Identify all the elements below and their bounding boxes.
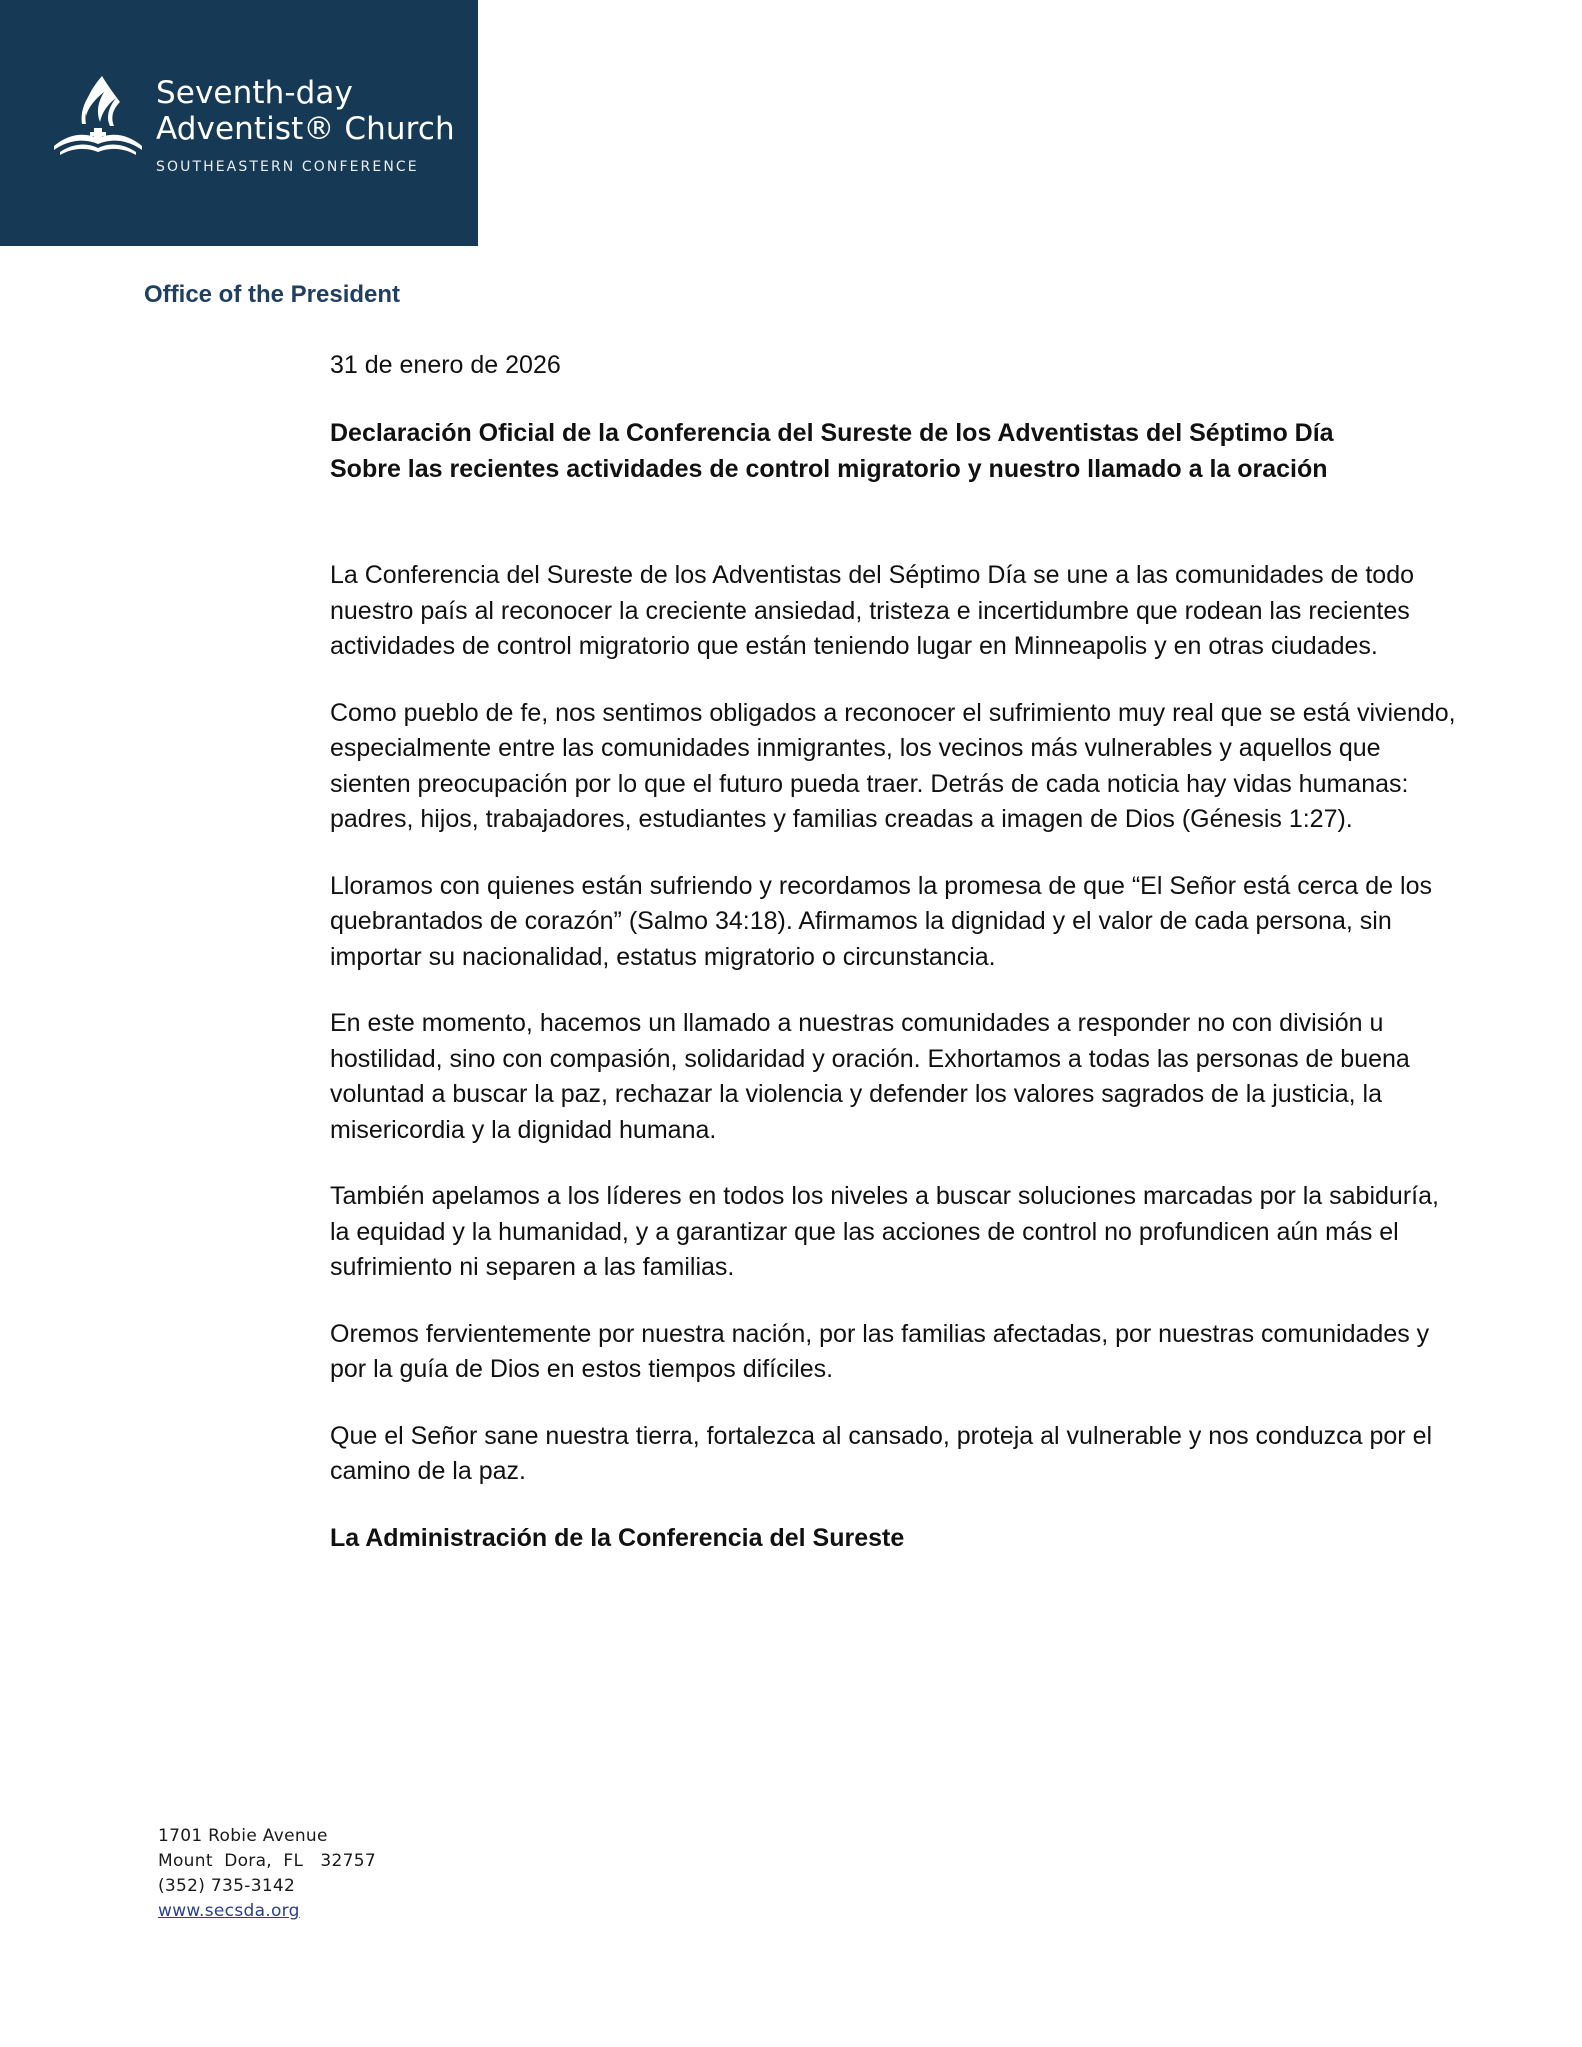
letter-date: 31 de enero de 2026 — [330, 351, 561, 379]
title-line-1: Declaración Oficial de la Conferencia del Sureste de los Adventistas del Séptimo Día — [330, 419, 1334, 447]
paragraph: Lloramos con quienes están sufriendo y recordamos la promesa de que “El Señor está cerca de los quebrantados de corazón” (Salmo 34:18). Afirmamos la dignidad y el valor de cada persona, sin importar su nacionalidad, estatus migratorio o circunstancia. — [330, 871, 1432, 971]
paragraph: Oremos fervientemente por nuestra nación, por las familias afectadas, por nuestras comunidades y por la guía de Dios en estos tiempos difíciles. — [330, 1319, 1430, 1383]
paragraph: También apelamos a los líderes en todos los niveles a buscar soluciones marcadas por la sabiduría, la equidad y la humanidad, y a garantizar que las acciones de control no profundicen aún más el sufrimiento ni separen a las familias. — [330, 1182, 1439, 1281]
logo-line-2: Adventist® Church — [156, 111, 455, 147]
paragraph: Que el Señor sane nuestra tierra, fortalezca al cansado, proteja al vulnerable y nos conduzca por el camino de la paz. — [330, 1421, 1433, 1485]
signature: La Administración de la Conferencia del Sureste — [330, 1523, 905, 1552]
statement-title — [330, 415, 1480, 487]
paragraph: La Conferencia del Sureste de los Adventistas del Séptimo Día se une a las comunidades de todo nuestro país al reconocer la creciente ansiedad, tristeza e incertidumbre que rodean las recientes actividades de control migratorio que están teniendo lugar en Minneapolis y en otras ciudades. — [330, 561, 1415, 660]
logo-conference-name: SOUTHEASTERN CONFERENCE — [156, 159, 419, 175]
church-logo-text — [156, 75, 455, 175]
letter-body — [330, 558, 1460, 1587]
sda-flame-bible-icon — [50, 72, 146, 158]
office-heading: Office of the President — [144, 281, 401, 308]
footer-city: Mount Dora, FL 32757 — [158, 1851, 376, 1871]
logo-line-1: Seventh-day — [156, 75, 353, 111]
footer-website-link[interactable]: www.secsda.org — [158, 1901, 300, 1921]
footer-address — [158, 1824, 376, 1924]
paragraph: En este momento, hacemos un llamado a nuestras comunidades a responder no con división u hostilidad, sino con compasión, solidaridad y oración. Exhortamos a todas las personas de buena voluntad a buscar la paz, rechazar la violencia y defender los valores sagrados de la justicia, la misericordia y la dignidad humana. — [330, 1009, 1410, 1144]
title-line-2: Sobre las recientes actividades de control migratorio y nuestro llamado a la oración — [330, 455, 1328, 483]
paragraph: Como pueblo de fe, nos sentimos obligados a reconocer el sufrimiento muy real que se está viviendo, especialmente entre las comunidades inmigrantes, los vecinos más vulnerables y aquellos que sienten preocupación por lo que el futuro pueda traer. Detrás de cada noticia hay vidas humanas: padres, hijos, trabajadores, estudiantes y familias creadas a imagen de Dios (Génesis 1:27). — [330, 698, 1456, 833]
footer-phone: (352) 735-3142 — [158, 1876, 296, 1896]
footer-street: 1701 Robie Avenue — [158, 1826, 328, 1846]
letterhead-banner — [0, 0, 478, 246]
